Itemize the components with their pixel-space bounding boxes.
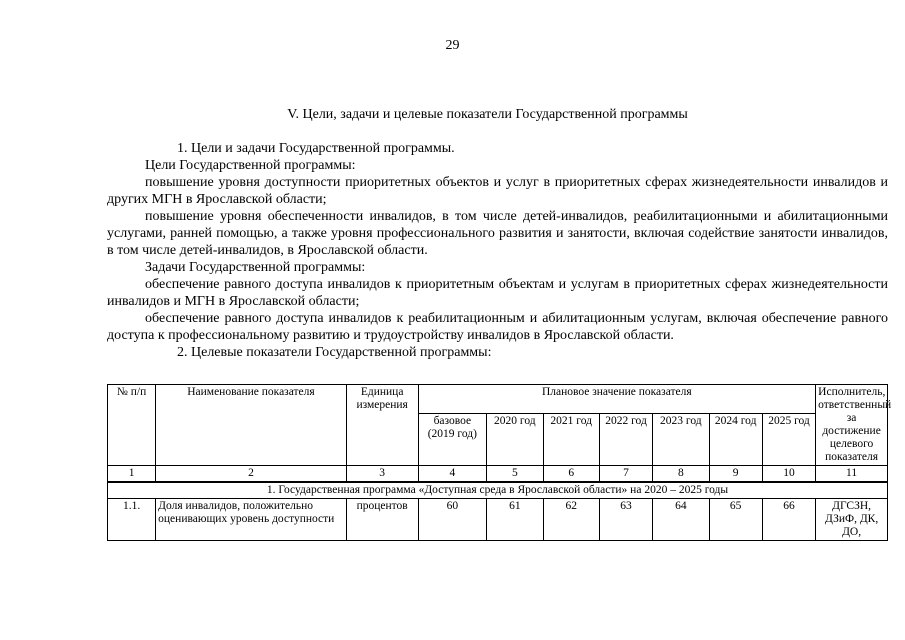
- header-2025: 2025 год: [762, 413, 815, 465]
- row-value-2023: 64: [653, 499, 709, 541]
- page-number: 29: [445, 38, 460, 53]
- col-number: 5: [487, 466, 543, 483]
- row-value-2024: 65: [709, 499, 762, 541]
- paragraph-indicators-heading: 2. Целевые показатели Государственной программы:: [177, 345, 492, 360]
- col-number: 8: [653, 466, 709, 483]
- body-text: [107, 140, 888, 361]
- paragraph-task-1: обеспечение равного доступа инвалидов к приоритетным объектам и услугам в приоритетных сферах жизнедеятельности инвалидов и МГН в Ярославской области;: [107, 277, 888, 309]
- col-number: 9: [709, 466, 762, 483]
- column-number-row: [108, 466, 888, 483]
- header-unit: Единица измерения: [346, 385, 418, 466]
- header-executor: Исполнитель, ответственный за достижение целевого показателя: [816, 385, 888, 466]
- table-row: [108, 499, 888, 541]
- section-title: V. Цели, задачи и целевые показатели Государственной программы: [287, 107, 688, 122]
- header-2020: 2020 год: [487, 413, 543, 465]
- row-indicator-name: Доля инвалидов, положительно оценивающих уровень доступности: [156, 499, 347, 541]
- header-base: базовое (2019 год): [418, 413, 487, 465]
- row-executor: ДГСЗН, ДЗиФ, ДК, ДО,: [816, 499, 888, 541]
- col-number: 11: [816, 466, 888, 483]
- header-name: Наименование показателя: [156, 385, 347, 466]
- section-row-label: 1. Государственная программа «Доступная среда в Ярославской области» на 2020 – 2025 годы: [108, 482, 888, 499]
- col-number: 6: [543, 466, 599, 483]
- paragraph-goals-label: Цели Государственной программы:: [145, 158, 356, 173]
- paragraph-tasks-label: Задачи Государственной программы:: [145, 260, 366, 275]
- row-value-2025: 66: [762, 499, 815, 541]
- indicators-table: [107, 384, 892, 541]
- header-planned: Плановое значение показателя: [418, 385, 816, 414]
- header-num: № п/п: [108, 385, 156, 466]
- row-value-base: 60: [418, 499, 487, 541]
- col-number: 2: [156, 466, 347, 483]
- row-value-2020: 61: [487, 499, 543, 541]
- header-2024: 2024 год: [709, 413, 762, 465]
- paragraph-goal-1: повышение уровня доступности приоритетных объектов и услуг в приоритетных сферах жизнедеятельности инвалидов и других МГН в Ярославской области;: [107, 175, 888, 207]
- col-number: 3: [346, 466, 418, 483]
- col-number: 10: [762, 466, 815, 483]
- header-2023: 2023 год: [653, 413, 709, 465]
- paragraph-task-2: обеспечение равного доступа инвалидов к реабилитационным и абилитационным услугам, включая обеспечение равного доступа к профессиональному развитию и трудоустройству инвалидов в Ярославской области.: [107, 311, 888, 343]
- header-2022: 2022 год: [599, 413, 652, 465]
- col-number: 7: [599, 466, 652, 483]
- row-value-2022: 63: [599, 499, 652, 541]
- header-2021: 2021 год: [543, 413, 599, 465]
- row-num: 1.1.: [108, 499, 156, 541]
- row-unit: процентов: [346, 499, 418, 541]
- section-row: [108, 482, 888, 499]
- paragraph-goals-heading: 1. Цели и задачи Государственной программы.: [177, 141, 455, 156]
- table-header-row: [108, 385, 888, 414]
- row-value-2021: 62: [543, 499, 599, 541]
- col-number: 4: [418, 466, 487, 483]
- paragraph-goal-2: повышение уровня обеспеченности инвалидов, в том числе детей-инвалидов, реабилитационными и абилитационными услугами, ранней помощью, а также уровня профессионального развития и занятости, включая содействие занятости инвалидов, в том числе детей-инвалидов, в Ярославской области.: [107, 209, 888, 258]
- col-number: 1: [108, 466, 156, 483]
